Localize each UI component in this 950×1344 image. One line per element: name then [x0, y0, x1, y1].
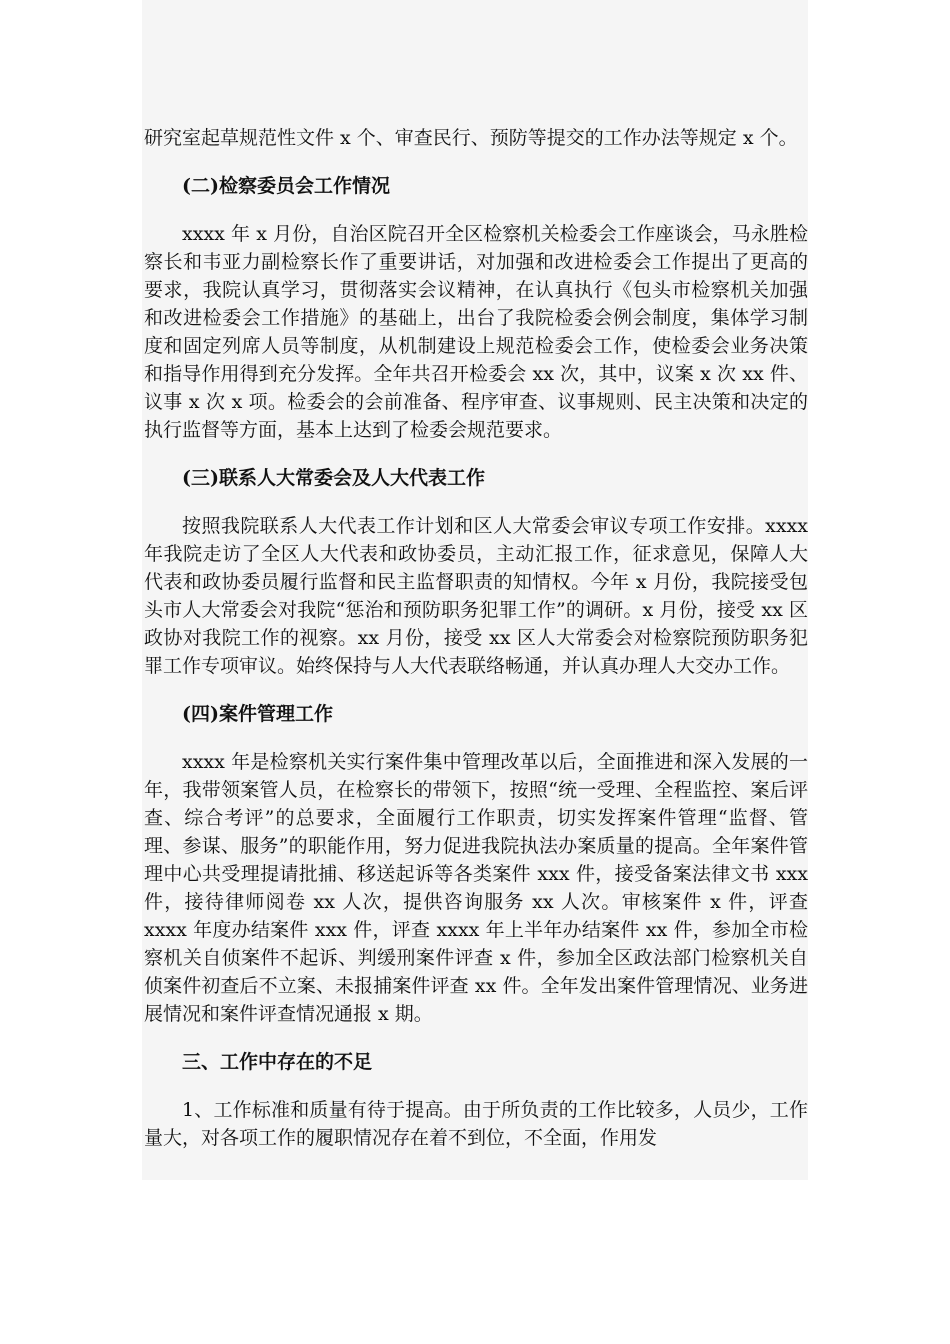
part-3-paragraph: 1、工作标准和质量有待于提高。由于所负责的工作比较多，人员少，工作量大，对各项工作的履职情况存在着不到位，不全面，作用发: [144, 1099, 808, 1149]
intro-paragraph: 研究室起草规范性文件 x 个、审查民行、预防等提交的工作办法等规定 x 个。: [144, 127, 798, 149]
document-body: [144, 124, 808, 1172]
section-2-heading: (二)检察委员会工作情况: [182, 175, 390, 197]
section-4-heading: (四)案件管理工作: [182, 703, 333, 725]
section-4-paragraph: xxxx 年是检察机关实行案件集中管理改革以后，全面推进和深入发展的一年，我带领案管人员，在检察长的带领下，按照“统一受理、全程监控、案后评查、综合考评”的总要求，全面履行工作职责，切实发挥案件管理“监督、管理、参谋、服务”的职能作用，努力促进我院执法办案质量的提高。全年案件管理中心共受理提请批捕、移送起诉等各类案件 xxx 件，接受备案法律文书 xxx 件，接待律师阅卷 xx 人次，提供咨询服务 xx 人次。审核案件 x 件，评查 xxxx 年度办结案件 xxx 件，评查 xxxx 年上半年办结案件 xx 件，参加全市检察机关自侦案件不起诉、判缓刑案件评查 x 件，参加全区政法部门检察机关自侦案件初查后不立案、未报捕案件评查 xx 件。全年发出案件管理情况、业务进展情况和案件评查情况通报 x 期。: [144, 751, 808, 1025]
section-2-paragraph: xxxx 年 x 月份，自治区院召开全区检察机关检委会工作座谈会，马永胜检察长和韦亚力副检察长作了重要讲话，对加强和改进检委会工作提出了更高的要求，我院认真学习，贯彻落实会议精神，在认真执行《包头市检察机关加强和改进检委会工作措施》的基础上，出台了我院检委会例会制度，集体学习制度和固定列席人员等制度，从机制建设上规范检委会工作，使检委会业务决策和指导作用得到充分发挥。全年共召开检委会 xx 次，其中，议案 x 次 xx 件、议事 x 次 x 项。检委会的会前准备、程序审查、议事规则、民主决策和决定的执行监督等方面，基本上达到了检委会规范要求。: [144, 223, 808, 441]
section-3-heading: (三)联系人大常委会及人大代表工作: [182, 467, 485, 489]
section-3-paragraph: 按照我院联系人大代表工作计划和区人大常委会审议专项工作安排。xxxx 年我院走访了全区人大代表和政协委员，主动汇报工作，征求意见，保障人大代表和政协委员履行监督和民主监督职责的知情权。今年 x 月份，我院接受包头市人大常委会对我院“惩治和预防职务犯罪工作”的调研。x 月份，接受 xx 区政协对我院工作的视察。xx 月份，接受 xx 区人大常委会对检察院预防职务犯罪工作专项审议。始终保持与人大代表联络畅通，并认真办理人大交办工作。: [144, 515, 808, 677]
part-3-heading: 三、工作中存在的不足: [182, 1051, 373, 1073]
